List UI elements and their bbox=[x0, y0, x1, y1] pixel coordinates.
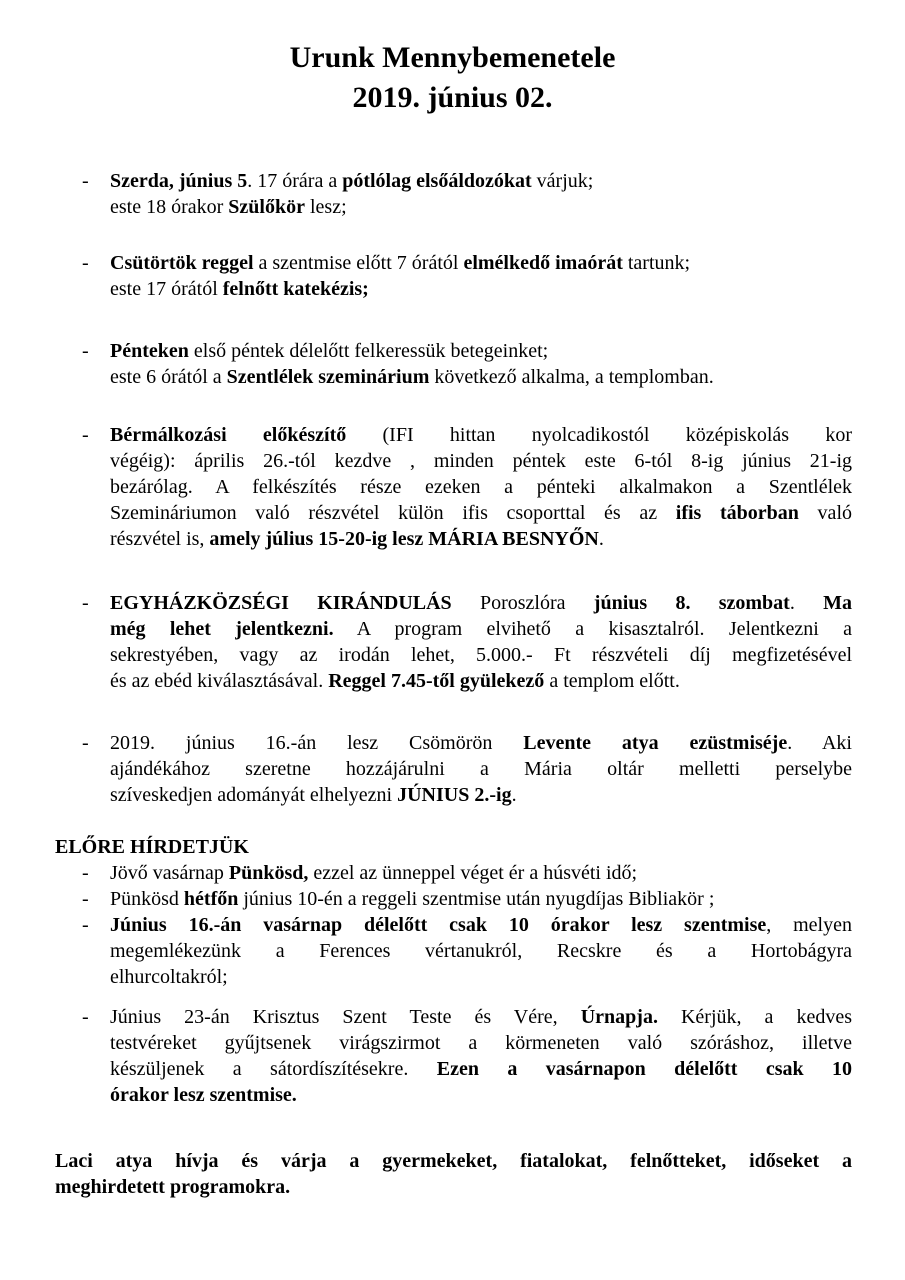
text: . 17 órára a bbox=[247, 170, 343, 192]
bold-text: Levente atya ezüstmiséje bbox=[523, 732, 788, 754]
text: Szemináriumon való részvétel külön ifis csoporttal és az bbox=[110, 502, 676, 524]
list-dash: - bbox=[82, 592, 89, 614]
text: Poroszlóra bbox=[451, 592, 594, 614]
announcement-line: ajándékához szeretne hozzájárulni a Mária oltár melletti perselybe bbox=[110, 758, 852, 780]
text: való bbox=[798, 502, 852, 524]
page-date: 2019. június 02. bbox=[352, 81, 553, 114]
announcement-friday bbox=[82, 338, 852, 390]
text: lesz; bbox=[304, 196, 347, 218]
announcement-line bbox=[110, 912, 852, 938]
announcement-line bbox=[110, 338, 852, 364]
bold-text: még lehet jelentkezni. bbox=[110, 618, 334, 640]
announcement-line: végéig): április 26.-tól kezdve , minden péntek este 6-tól 8-ig június 21-ig bbox=[110, 450, 852, 472]
announcement-line bbox=[110, 1004, 852, 1030]
forward-item-pentecost bbox=[82, 860, 852, 886]
bold-text: Ma bbox=[823, 592, 852, 614]
bold-text: Június 16.-án vasárnap délelőtt csak 10 órakor lesz szentmise bbox=[110, 914, 767, 936]
list-dash: - bbox=[82, 1006, 89, 1028]
list-dash: - bbox=[82, 252, 89, 274]
announcement-line bbox=[110, 250, 852, 276]
bold-text: órakor lesz szentmise. bbox=[110, 1084, 297, 1106]
bold-text: ifis táborban bbox=[675, 502, 799, 524]
bold-text: JÚNIUS 2.-ig bbox=[397, 784, 512, 806]
bold-text: hétfőn bbox=[183, 888, 239, 910]
section-heading: ELŐRE HÍRDETJÜK bbox=[55, 836, 249, 858]
announcement-line bbox=[110, 590, 852, 616]
announcement-line bbox=[110, 422, 852, 448]
announcement-line: megemlékezünk a Ferences vértanukról, Recskre és a Hortobágyra bbox=[110, 940, 852, 962]
text: készüljenek a sátordíszítésekre. bbox=[110, 1058, 437, 1080]
bold-text: Ezen a vasárnapon délelőtt csak 10 bbox=[436, 1058, 853, 1080]
text: Jövő vasárnap bbox=[110, 862, 229, 884]
announcement-excursion bbox=[82, 590, 852, 694]
announcement-line bbox=[110, 616, 852, 642]
text: . bbox=[789, 592, 824, 614]
text: este 18 órakor bbox=[110, 196, 229, 218]
text: tartunk; bbox=[622, 252, 691, 274]
text: június 10-én a reggeli szentmise után nyugdíjas Bibliakör ; bbox=[238, 888, 715, 910]
announcement-wednesday bbox=[82, 168, 852, 220]
announcement-line bbox=[110, 668, 852, 694]
text: következő alkalma, a templomban. bbox=[429, 366, 714, 388]
text: Kérjük, a kedves bbox=[657, 1006, 853, 1028]
text: ezzel az ünneppel véget ér a húsvéti idő; bbox=[308, 862, 638, 884]
list-dash: - bbox=[82, 888, 89, 910]
bold-text: Csütörtök reggel bbox=[110, 252, 254, 274]
closing-line: meghirdetett programokra. bbox=[55, 1176, 291, 1198]
text: este 6 órától a bbox=[110, 366, 227, 388]
page-title: Urunk Mennybemenetele bbox=[289, 41, 616, 74]
announcement-line bbox=[110, 730, 852, 756]
announcement-line bbox=[110, 364, 852, 390]
text: várjuk; bbox=[531, 170, 594, 192]
bold-text: felnőtt katekézis; bbox=[222, 278, 369, 300]
text: első péntek délelőtt felkeressük betegeinket; bbox=[188, 340, 549, 362]
text: és az ebéd kiválasztásával. bbox=[110, 670, 329, 692]
closing-message bbox=[55, 1148, 852, 1200]
forward-item-june16 bbox=[82, 912, 852, 990]
text: . bbox=[598, 528, 604, 550]
announcement-line bbox=[110, 194, 852, 220]
list-dash: - bbox=[82, 862, 89, 884]
text: A program elvihető a kisasztalról. Jelentkezni a bbox=[333, 618, 852, 640]
text: 2019. június 16.-án lesz Csömörön bbox=[110, 732, 524, 754]
announcement-line bbox=[110, 886, 852, 912]
text: (IFI hittan nyolcadikostól középiskolás kor bbox=[346, 424, 852, 446]
forward-item-corpus-christi bbox=[82, 1004, 852, 1108]
list-dash: - bbox=[82, 170, 89, 192]
bold-text: Reggel 7.45-től gyülekező bbox=[328, 670, 545, 692]
list-dash: - bbox=[82, 914, 89, 936]
text: a szentmise előtt 7 órától bbox=[253, 252, 464, 274]
text: . Aki bbox=[787, 732, 852, 754]
text: szíveskedjen adományát elhelyezni bbox=[110, 784, 398, 806]
text: este 17 órától bbox=[110, 278, 223, 300]
list-dash: - bbox=[82, 424, 89, 446]
text: . bbox=[511, 784, 517, 806]
bold-text: június 8. szombat bbox=[593, 592, 790, 614]
announcement-line bbox=[110, 782, 852, 808]
announcement-line: elhurcoltakról; bbox=[110, 966, 228, 988]
announcement-jubilee bbox=[82, 730, 852, 808]
bold-text: Pénteken bbox=[110, 340, 189, 362]
announcement-confirmation bbox=[82, 422, 852, 552]
bold-text: Szerda, június 5 bbox=[110, 170, 248, 192]
text: a templom előtt. bbox=[544, 670, 680, 692]
bold-text: amely július 15-20-ig lesz MÁRIA BESNYŐN bbox=[209, 528, 599, 550]
list-dash: - bbox=[82, 732, 89, 754]
closing-line: Laci atya hívja és várja a gyermekeket, fiatalokat, felnőtteket, időseket a bbox=[55, 1150, 852, 1172]
announcement-line: testvéreket gyűjtsenek virágszirmot a körmeneten való szóráshoz, illetve bbox=[110, 1032, 852, 1054]
bold-text: EGYHÁZKÖZSÉGI KIRÁNDULÁS bbox=[110, 592, 452, 614]
announcement-line bbox=[110, 500, 852, 526]
announcement-line: sekrestyében, vagy az irodán lehet, 5.000.- Ft részvételi díj megfizetésével bbox=[110, 644, 852, 666]
announcement-line bbox=[110, 276, 852, 302]
announcement-thursday bbox=[82, 250, 852, 302]
bold-text: elmélkedő imaórát bbox=[463, 252, 623, 274]
announcement-line bbox=[110, 1056, 852, 1082]
announcement-line: bezárólag. A felkészítés része ezeken a pénteki alkalmakon a Szentlélek bbox=[110, 476, 852, 498]
bold-text: Úrnapja. bbox=[580, 1006, 658, 1028]
bold-text: Szülőkör bbox=[228, 196, 305, 218]
text: , melyen bbox=[766, 914, 852, 936]
forward-item-monday bbox=[82, 886, 852, 912]
text: Pünkösd bbox=[110, 888, 184, 910]
bold-text: Szentlélek szeminárium bbox=[226, 366, 430, 388]
text: részvétel is, bbox=[110, 528, 210, 550]
bold-text: Bérmálkozási előkészítő bbox=[110, 424, 347, 446]
bold-text: pótlólag elsőáldozókat bbox=[342, 170, 532, 192]
announcement-line bbox=[110, 168, 852, 194]
text: Június 23-án Krisztus Szent Teste és Vére, bbox=[110, 1006, 581, 1028]
bold-text: Pünkösd, bbox=[228, 862, 309, 884]
list-dash: - bbox=[82, 340, 89, 362]
announcement-line bbox=[110, 860, 852, 886]
announcement-line bbox=[110, 1082, 852, 1108]
announcement-line bbox=[110, 526, 852, 552]
